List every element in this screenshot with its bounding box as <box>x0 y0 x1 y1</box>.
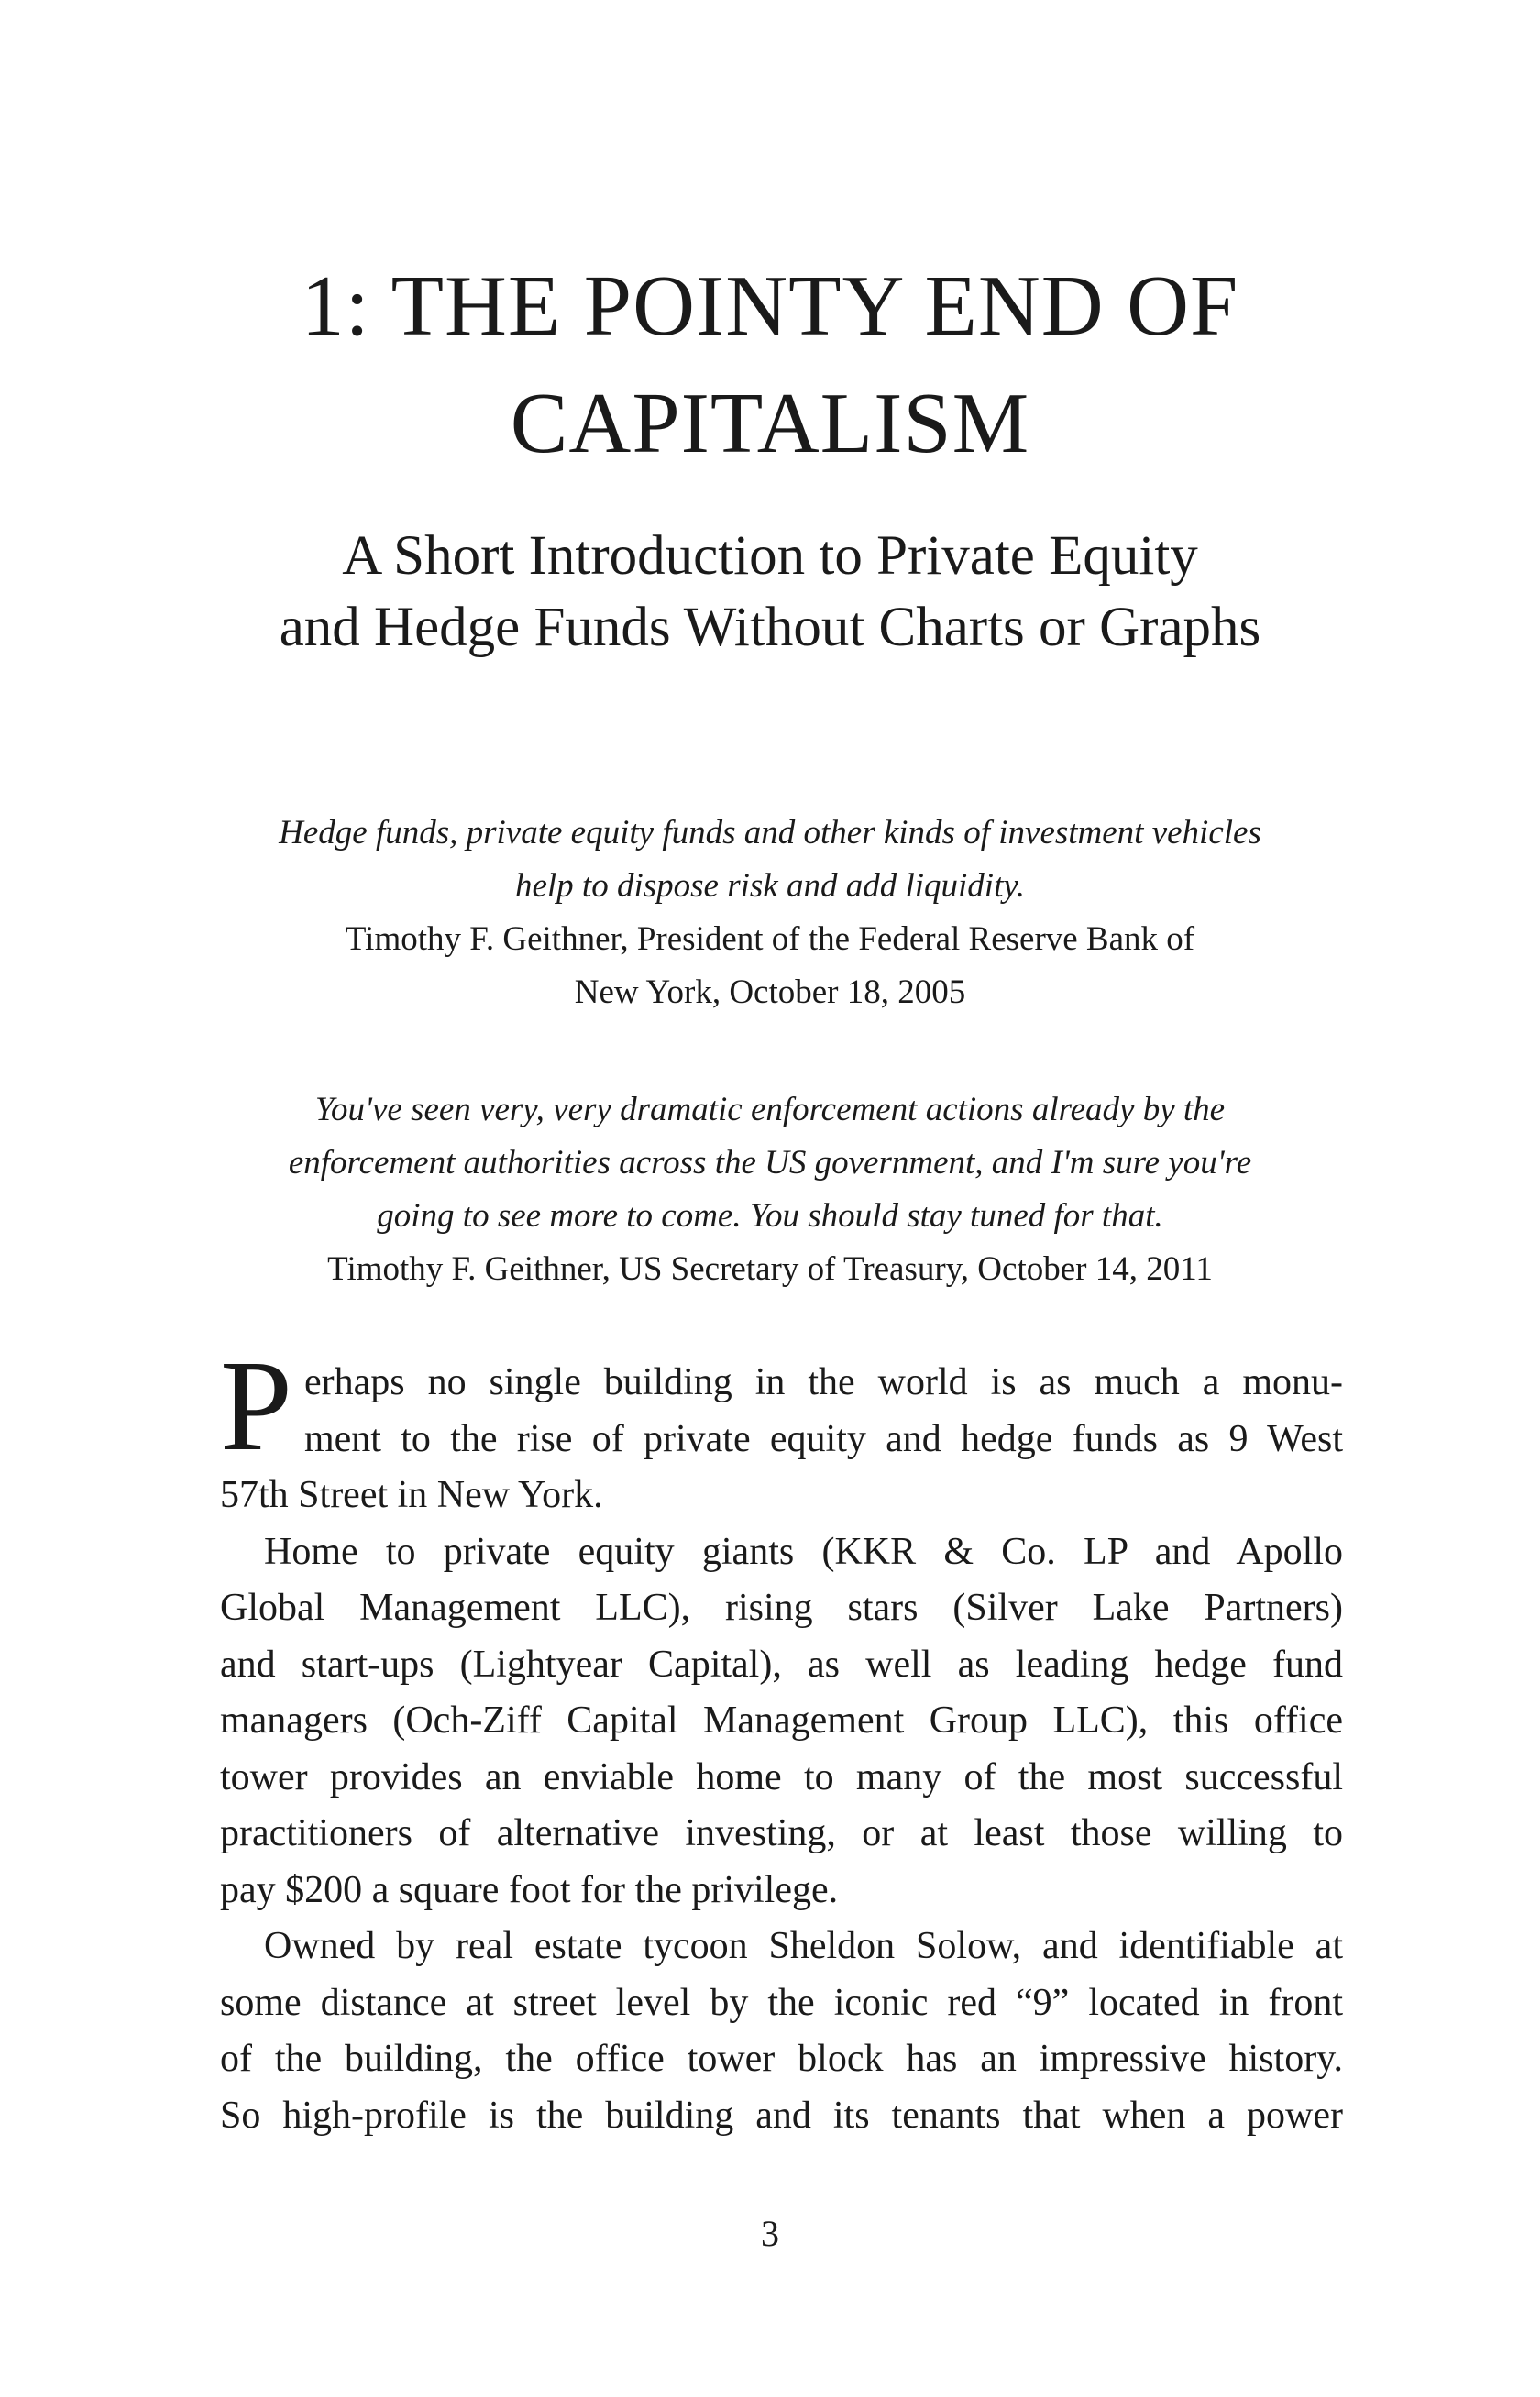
drop-cap: P <box>220 1333 292 1478</box>
body-line: ment to the rise of private equity and hedge funds as 9 West <box>304 1417 1343 1460</box>
chapter-subtitle-line-2: and Hedge Funds Without Charts or Graphs <box>279 597 1261 658</box>
body-line: of the building, the office tower block has an impressive history. <box>220 2038 1343 2080</box>
epigraph-2-quote-line-3: going to see more to come. You should stay tuned for that. <box>377 1197 1163 1235</box>
chapter-title <box>220 247 1320 482</box>
page-number: 3 <box>761 2213 779 2254</box>
body-line: So high-profile is the building and its tenants that when a power <box>220 2094 1343 2137</box>
epigraph-2-attribution <box>220 1243 1320 1296</box>
epigraph-2 <box>220 1083 1320 1296</box>
body-line: pay $200 a square foot for the privilege. <box>220 1868 839 1911</box>
body-line: some distance at street level by the iconic red “9” located in front <box>220 1981 1343 2024</box>
epigraph-1-attribution-line-2: New York, October 18, 2005 <box>574 973 966 1011</box>
body-line: managers (Och-Ziff Capital Management Group LLC), this office <box>220 1699 1343 1742</box>
epigraph-1-quote-line-1: Hedge funds, private equity funds and other kinds of investment vehicles <box>279 814 1261 852</box>
chapter-subtitle-line-1: A Short Introduction to Private Equity <box>342 525 1198 587</box>
body-line: practitioners of alternative investing, or at least those willing to <box>220 1812 1343 1854</box>
chapter-title-line-2: CAPITALISM <box>510 376 1030 471</box>
body-text <box>220 1355 1343 2144</box>
body-line: Owned by real estate tycoon Sheldon Solow, and identifiable at <box>264 1925 1343 1967</box>
epigraph-1-attribution <box>220 913 1320 1019</box>
body-line: and start-ups (Lightyear Capital), as well as leading hedge fund <box>220 1643 1343 1686</box>
body-line: tower provides an enviable home to many of the most successful <box>220 1755 1343 1798</box>
epigraph-1 <box>220 807 1320 1019</box>
chapter-title-line-1: 1: THE POINTY END OF <box>301 258 1239 354</box>
epigraph-1-quote <box>220 807 1320 913</box>
epigraph-2-quote-line-2: enforcement authorities across the US government, and I'm sure you're <box>288 1144 1252 1182</box>
chapter-subtitle <box>183 521 1357 664</box>
epigraph-2-quote <box>220 1083 1320 1243</box>
body-line: erhaps no single building in the world is as much a monu- <box>304 1361 1343 1403</box>
body-line: Global Management LLC), rising stars (Silver Lake Partners) <box>220 1587 1343 1629</box>
body-line: 57th Street in New York. <box>220 1474 603 1516</box>
epigraph-1-quote-line-2: help to dispose risk and add liquidity. <box>514 867 1025 905</box>
body-line: Home to private equity giants (KKR & Co. LP and Apollo <box>264 1530 1343 1573</box>
epigraph-2-quote-line-1: You've seen very, very dramatic enforcement actions already by the <box>314 1091 1226 1128</box>
epigraph-1-attribution-line-1: Timothy F. Geithner, President of the Federal Reserve Bank of <box>345 920 1195 958</box>
epigraph-2-attribution-line-1: Timothy F. Geithner, US Secretary of Treasury, October 14, 2011 <box>327 1250 1213 1288</box>
